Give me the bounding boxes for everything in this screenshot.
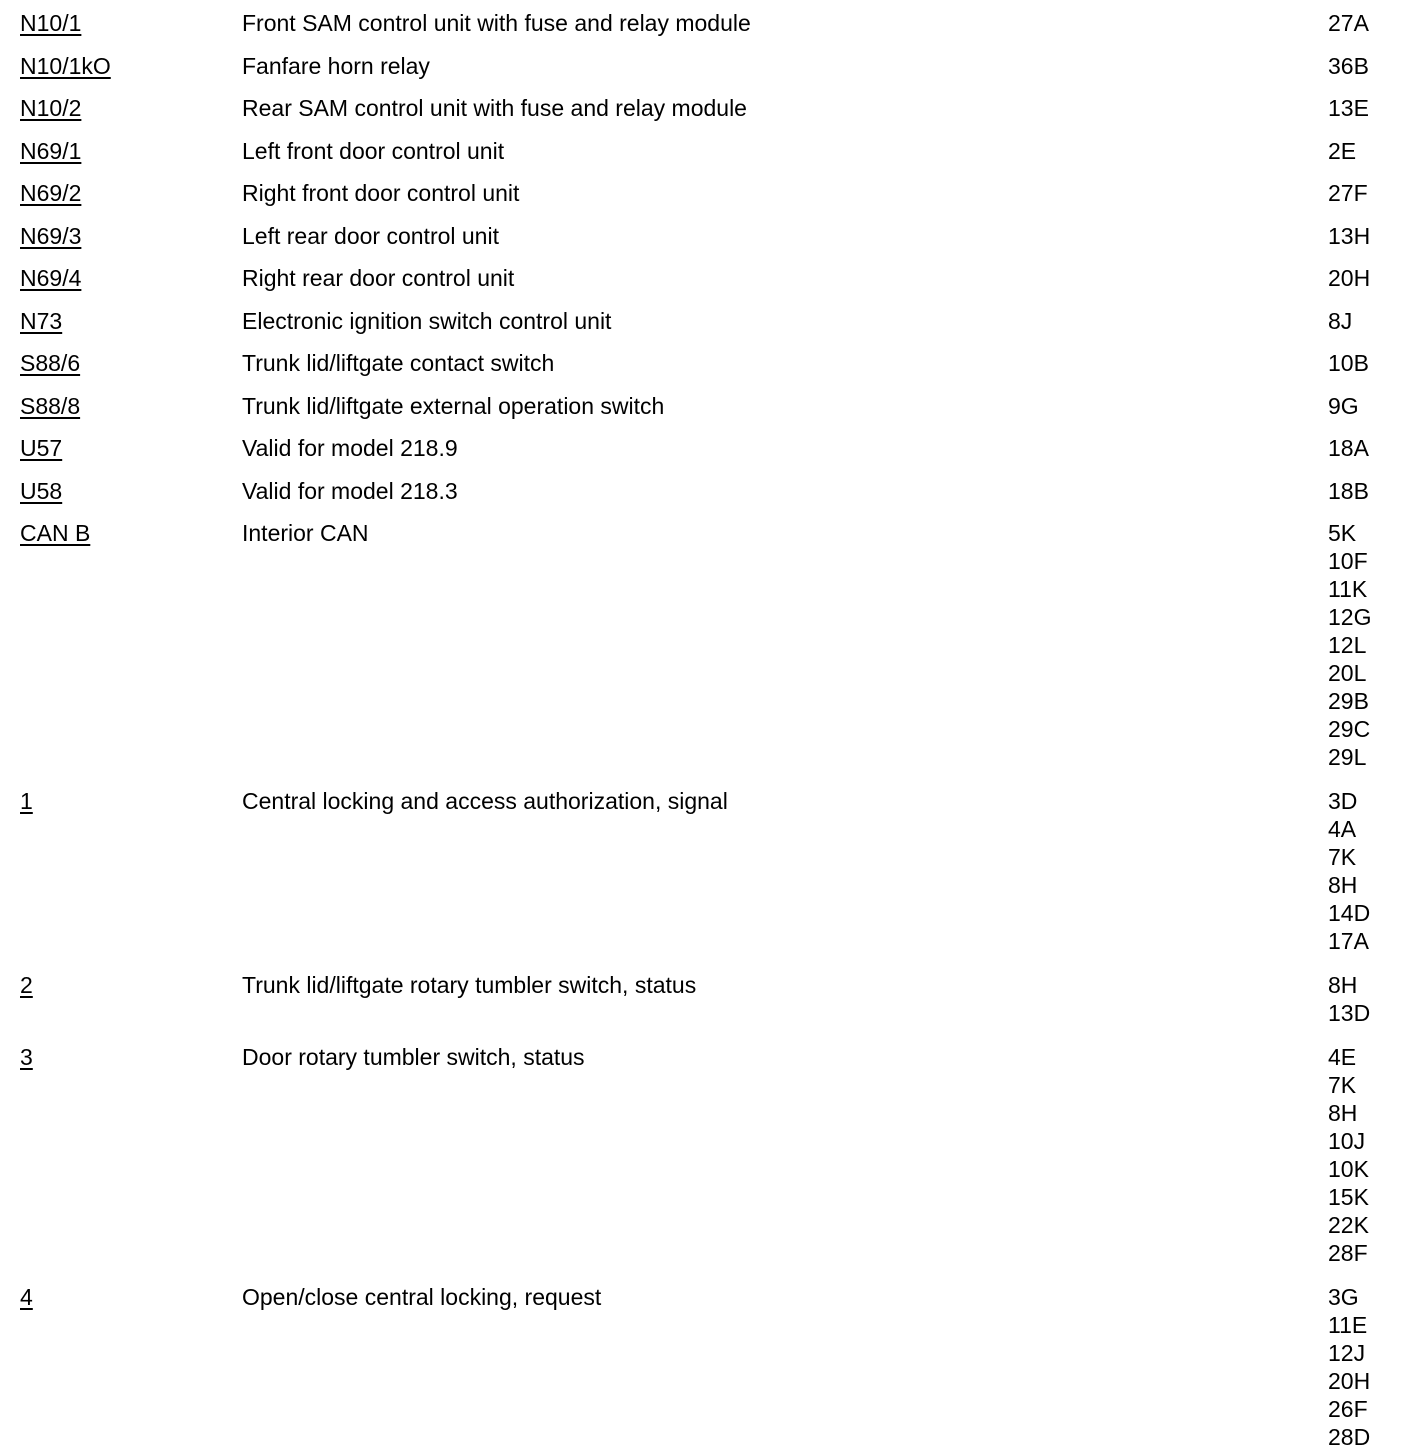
grid-reference: 2E: [1328, 137, 1357, 164]
grid-reference: 27A: [1328, 10, 1369, 36]
grid-reference-list: [1328, 137, 1356, 165]
grid-reference: 8H: [1328, 972, 1358, 998]
component-description: Interior CAN: [242, 520, 369, 546]
grid-reference: 18A: [1328, 435, 1369, 461]
component-code-link[interactable]: N73: [20, 307, 63, 334]
component-code-link[interactable]: N10/1kO: [20, 52, 111, 79]
component-code-link[interactable]: 3: [20, 1044, 33, 1070]
grid-reference: 13E: [1328, 95, 1369, 121]
grid-reference: 28F: [1328, 1240, 1368, 1266]
component-code-link[interactable]: 1: [20, 788, 33, 814]
grid-reference: 13H: [1328, 222, 1371, 249]
component-description: Door rotary tumbler switch, status: [242, 1044, 585, 1070]
grid-reference: 7K: [1328, 1072, 1357, 1098]
grid-reference: 4A: [1328, 816, 1357, 842]
component-description: Right front door control unit: [242, 180, 520, 206]
grid-reference-list: [1328, 477, 1369, 505]
grid-reference: 36B: [1328, 52, 1369, 79]
grid-reference: 29L: [1328, 744, 1367, 770]
grid-reference-list: [1328, 52, 1369, 80]
grid-reference-list: [1328, 349, 1369, 377]
component-description: Fanfare horn relay: [242, 52, 430, 79]
grid-reference: 18B: [1328, 477, 1369, 504]
grid-reference: 12L: [1328, 632, 1367, 658]
grid-reference: 26F: [1328, 1396, 1368, 1422]
grid-reference-list: [1328, 392, 1359, 420]
grid-reference: 27F: [1328, 180, 1368, 206]
component-code-link[interactable]: N69/2: [20, 180, 82, 206]
grid-reference: 11K: [1328, 576, 1368, 602]
grid-reference-list: [1328, 94, 1369, 122]
grid-reference-list: [1328, 971, 1370, 1027]
component-description: Valid for model 218.9: [242, 435, 458, 461]
component-code-link[interactable]: N69/4: [20, 265, 82, 291]
grid-reference: 10F: [1328, 548, 1368, 574]
grid-reference-list: [1328, 1043, 1369, 1267]
grid-reference: 4E: [1328, 1044, 1357, 1070]
grid-reference: 8H: [1328, 1100, 1358, 1126]
grid-reference: 14D: [1328, 900, 1371, 926]
grid-reference: 10J: [1328, 1128, 1366, 1154]
component-code-link[interactable]: N69/1: [20, 137, 82, 164]
grid-reference: 22K: [1328, 1212, 1369, 1238]
component-code-link[interactable]: U57: [20, 435, 63, 461]
component-description: Trunk lid/liftgate external operation switch: [242, 392, 665, 419]
grid-reference-list: [1328, 222, 1370, 250]
grid-reference: 20H: [1328, 1368, 1371, 1394]
component-description: Valid for model 218.3: [242, 477, 458, 504]
component-description: Rear SAM control unit with fuse and relay module: [242, 95, 747, 121]
grid-reference-list: [1328, 1283, 1370, 1451]
grid-reference: 5K: [1328, 520, 1357, 546]
component-description: Trunk lid/liftgate rotary tumbler switch, status: [242, 972, 697, 998]
grid-reference-list: [1328, 9, 1369, 37]
grid-reference: 3G: [1328, 1284, 1359, 1310]
grid-reference-list: [1328, 307, 1352, 335]
component-description: Open/close central locking, request: [242, 1284, 602, 1310]
component-description: Left front door control unit: [242, 137, 505, 164]
grid-reference: 28D: [1328, 1424, 1371, 1450]
grid-reference: 9G: [1328, 392, 1359, 419]
grid-reference: 8H: [1328, 872, 1358, 898]
grid-reference: 8J: [1328, 307, 1353, 334]
component-code-link[interactable]: CAN B: [20, 520, 91, 546]
grid-reference: 17A: [1328, 928, 1369, 954]
component-description: Electronic ignition switch control unit: [242, 307, 612, 334]
grid-reference-list: [1328, 519, 1371, 771]
component-description: Front SAM control unit with fuse and relay module: [242, 10, 751, 36]
component-description: Left rear door control unit: [242, 222, 499, 249]
grid-reference: 15K: [1328, 1184, 1369, 1210]
component-code-link[interactable]: 2: [20, 972, 33, 998]
grid-reference: 29C: [1328, 716, 1371, 742]
component-description: Central locking and access authorization, signal: [242, 788, 728, 814]
grid-reference: 20L: [1328, 660, 1367, 686]
grid-reference-list: [1328, 179, 1368, 207]
component-code-link[interactable]: S88/8: [20, 392, 81, 419]
component-code-link[interactable]: S88/6: [20, 350, 81, 376]
grid-reference: 20H: [1328, 265, 1371, 291]
grid-reference-list: [1328, 434, 1369, 462]
grid-reference: 10B: [1328, 350, 1369, 376]
grid-reference: 11E: [1328, 1312, 1368, 1338]
component-code-link[interactable]: N10/1: [20, 10, 82, 36]
grid-reference-list: [1328, 787, 1370, 955]
component-code-link[interactable]: U58: [20, 477, 63, 504]
grid-reference: 12G: [1328, 604, 1372, 630]
grid-reference: 10K: [1328, 1156, 1369, 1182]
grid-reference: 7K: [1328, 844, 1357, 870]
component-code-link[interactable]: 4: [20, 1284, 33, 1310]
component-description: Right rear door control unit: [242, 265, 515, 291]
grid-reference: 3D: [1328, 788, 1358, 814]
grid-reference: 29B: [1328, 688, 1369, 714]
grid-reference-list: [1328, 264, 1370, 292]
grid-reference: 12J: [1328, 1340, 1366, 1366]
component-code-link[interactable]: N69/3: [20, 222, 82, 249]
component-description: Trunk lid/liftgate contact switch: [242, 350, 555, 376]
grid-reference: 13D: [1328, 1000, 1371, 1026]
component-code-link[interactable]: N10/2: [20, 95, 82, 121]
